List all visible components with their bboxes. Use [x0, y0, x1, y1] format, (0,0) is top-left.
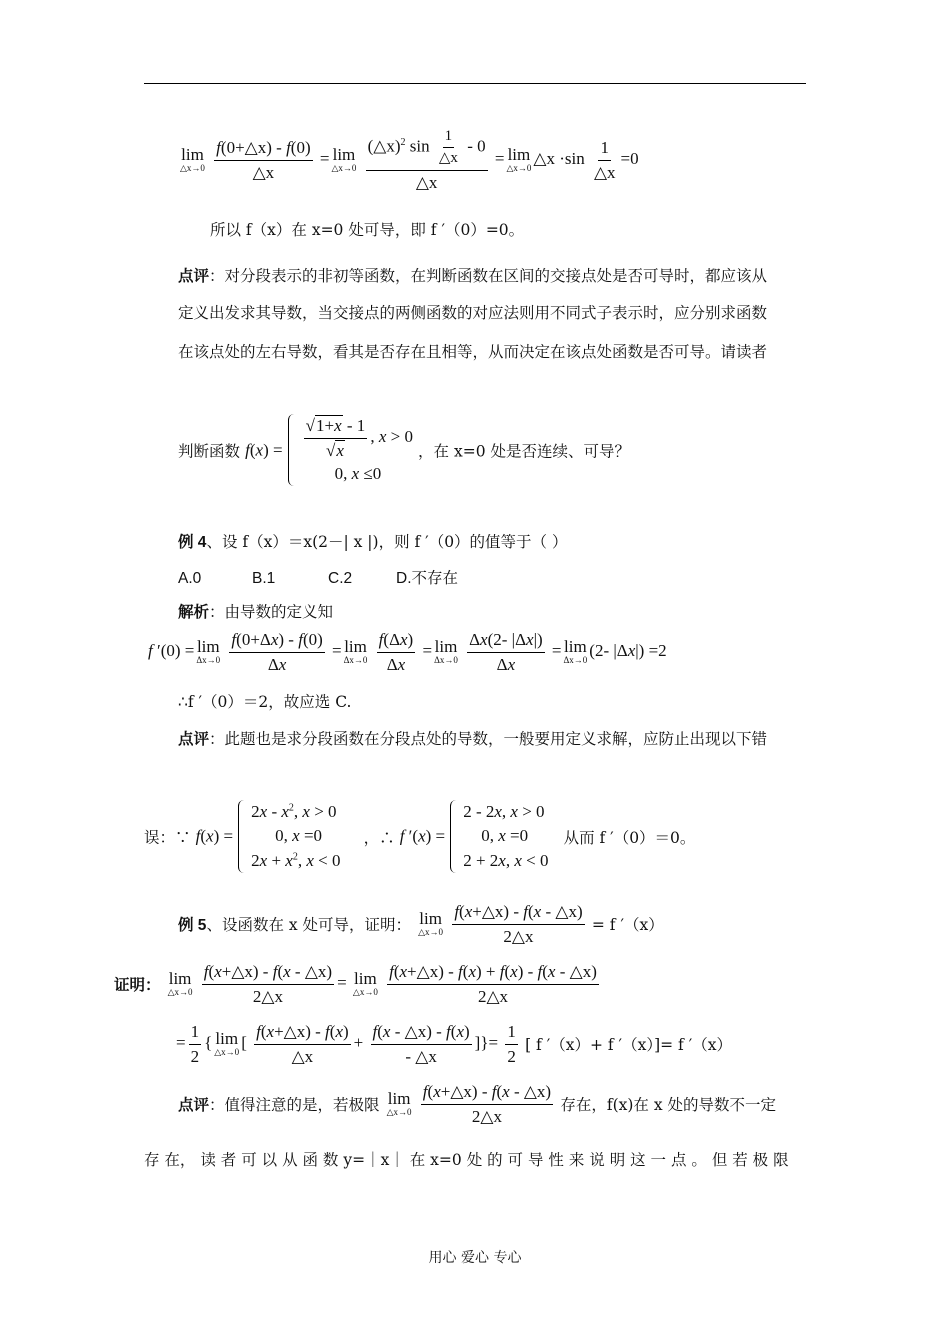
option-b: B.1	[252, 570, 276, 587]
solution-intro	[178, 600, 333, 622]
proof-line-1: 证明： lim △x→0 $\frac{f(x+\triangle x) - f(x - \triangle x)}{2\triangle x}$ = lim △x→0 $\frac{f(x+\triangle x) - f(x) + f(x) - f(x - \triangle x)}{2\triangle x}$	[114, 962, 597, 1006]
example-4	[178, 530, 567, 552]
comment-1-line-2: 定义出发求其导数，当交接点的两侧函数的对应法则用不同式子表示时，应分别求函数	[178, 304, 768, 322]
judge-suffix: ，在 x=0 处是否连续、可导？	[418, 442, 630, 461]
proof-label: 证明：	[114, 977, 161, 995]
error-prefix: 误：∵	[144, 828, 191, 847]
error-mid: ，∴	[363, 828, 395, 847]
option-d: D.不存在	[396, 570, 459, 587]
solution-label: 解析	[178, 604, 210, 621]
comment-1-line-3: 在该点处的左右导数，看其是否存在且相等，从而决定在该点处函数是否可导。请读者	[178, 343, 768, 361]
comment-3-text1: ：值得注意的是，若极限	[209, 1096, 380, 1115]
example-5: 例 5、设函数在 x 处可导，证明： lim △x→0 $\frac{f(x+\triangle x) - f(x - \triangle x)}{2\triangle x}$ = f ′（x）	[178, 902, 664, 946]
comment-1-line-1	[178, 264, 767, 286]
proof-line-2: = $\frac{1}{2}$ { lim △x→0 [ $\frac{f(x+\triangle x) - f(x)}{\triangle x}$ + $\frac{f(x - \triangle x) - f(x)}{- \triangle x}$ ]}= $\frac{1}{2}$ [ f ′（x）+ f ′（x）]= f ′（x）	[176, 1022, 732, 1066]
comment-3-line-2: 存 在， 读 者 可 以 从 函 数 y=｜x｜ 在 x=0 处 的 可 导 性 来 说 明 这 一 点 。 但 若 极 限	[144, 1151, 789, 1169]
formula-derivative-4: f ′(0) = lim Δx→0 $\frac{f(0+\Delta x) - f(0)}{\Delta x}$ = lim Δx→0 $\frac{f(\Delta x)}{\Delta x}$ = lim Δx→0 $\frac{\Delta x(2- |\Delta x|)}{\Delta x}$ = lim Δx→0 (2- |Δx|) =2	[148, 630, 667, 674]
option-a: A.0	[178, 570, 202, 587]
header-rule	[144, 83, 806, 84]
comment-2-text: ：此题也是求分段函数在分段点处的导数，一般要用定义求解，应防止出现以下错	[209, 730, 768, 748]
formula-limit-1: lim △x→0 $\frac{f(0+\triangle x) - f(0)}{\triangle x}$ = lim △x→0 (△x)$^2$ sin $\frac{1}{\triangle x}$ - 0 △x = lim △x→0 △x ·sin $\frac{1}{\triangle x}$ =0	[180, 128, 639, 192]
judge-prefix: 判断函数	[178, 442, 241, 461]
comment-2-label: 点评	[178, 731, 210, 748]
page-footer: 用心 爱心 专心	[428, 1250, 522, 1266]
example-5-text: 、设函数在 x 处可导，证明：	[206, 916, 412, 935]
solution-text: ：由导数的定义知	[209, 603, 334, 621]
comment-3-line-1: 点评：值得注意的是，若极限 lim △x→0 $\frac{f(x+\triangle x) - f(x - \triangle x)}{2\triangle x}$ 存在，f(x)在 x 处的导数不一定	[178, 1082, 777, 1126]
example-4-text: 、设 f（x）＝x(2－| x |)，则 f ′（0）的值等于（ ）	[206, 533, 568, 551]
judge-line: 判断函数 f(x) = $\frac{√1+x - 1}{√x}$ , x > 0 0, x ≤0 ，在 x=0 处是否连续、可导？	[178, 414, 630, 486]
comment-label: 点评	[178, 268, 210, 285]
comment-2	[178, 727, 767, 749]
comment-text: ：对分段表示的非初等函数，在判断函数在区间的交接点处是否可导时，都应该从	[209, 267, 768, 285]
example-4-label: 例 4	[178, 534, 207, 551]
comment-3-label: 点评	[178, 1097, 210, 1115]
example-5-result: = f ′（x）	[591, 916, 664, 935]
conclusion-line: 所以 f（x）在 x=0 处可导，即 f ′（0）=0。	[210, 221, 525, 239]
example-5-label: 例 5	[178, 917, 207, 935]
error-suffix: 从而 f ′（0）＝0。	[563, 828, 696, 847]
comment-3-text2: 存在，f(x)在 x 处的导数不一定	[560, 1096, 777, 1115]
error-line: 误：∵ f(x) = $2x - x^2$, x > 0 0, x =0 $2x + x^2$, x < 0 ，∴ f ′(x) = 2 - 2x, x > 0 0, x =0 2 + 2x, x < 0 从而 f ′（0）＝0。	[144, 800, 695, 873]
proof-result: [ f ′（x）+ f ′（x）]= f ′（x）	[525, 1036, 732, 1055]
options-row	[178, 566, 458, 588]
option-c: C.2	[328, 570, 353, 587]
therefore-line: ∴f ′（0）＝2，故应选 C.	[178, 693, 352, 711]
